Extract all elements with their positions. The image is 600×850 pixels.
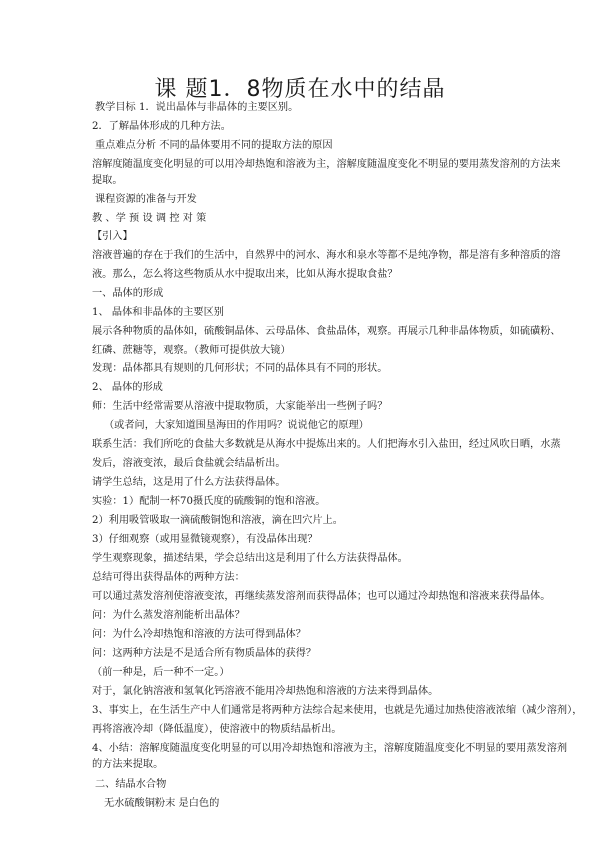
text-line: 总结可得出获得晶体的两种方法： bbox=[92, 572, 245, 583]
text-line: 师：生活中经常需要从溶液中提取物质，大家能举出一些例子吗？ bbox=[92, 401, 388, 412]
text-line: 请学生总结，这是用了什么方法获得晶体。 bbox=[92, 477, 286, 488]
text-line: 课程资源的准备与开发 bbox=[95, 194, 197, 205]
text-line: 展示各种物质的晶体如，硫酸铜晶体、云母晶体、食盐晶体，观察。再展示几种非晶体物质，如硫磺粉、 bbox=[92, 326, 561, 337]
text-line: （或者问，大家知道围垦海田的作用吗？说说他它的原理） bbox=[104, 420, 369, 431]
text-line: 对于，氯化钠溶液和氢氧化钙溶液不能用冷却热饱和溶液的方法来得到晶体。 bbox=[92, 686, 439, 697]
text-line: 可以通过蒸发溶剂使溶液变浓，再继续蒸发溶剂而获得晶体；也可以通过冷却热饱和溶液来获得晶体。 bbox=[92, 591, 551, 602]
text-line: 3、事实上，在生活生产中人们通常是将两种方法综合起来使用，也就是先通过加热使溶液浓缩（减少溶剂）， bbox=[92, 705, 583, 716]
text-line: 的方法来提取。 bbox=[92, 759, 164, 770]
text-line: 发后，溶液变浓，最后食盐就会结晶析出。 bbox=[92, 458, 286, 469]
text-line: （前一种是，后一种不一定。） bbox=[92, 667, 230, 678]
text-line: 重点难点分析 不同的晶体要用不同的提取方法的原因 bbox=[95, 140, 333, 151]
text-line: 教 、学 预 设 调 控 对 策 bbox=[92, 213, 207, 224]
text-line: 二、结晶水合物 bbox=[95, 779, 167, 790]
text-line: 1、 晶体和非晶体的主要区别 bbox=[92, 307, 224, 318]
text-line: 3）仔细观察（或用显微镜观察），有没晶体出现？ bbox=[92, 534, 318, 545]
page-title: 课 题1．8物质在水中的结晶 bbox=[154, 77, 446, 102]
text-line: 问：这两种方法是不是适合所有物质晶体的获得？ bbox=[92, 648, 317, 659]
text-line: 发现：晶体都具有规则的几何形状；不同的晶体具有不同的形状。 bbox=[92, 363, 388, 374]
text-line: 2、 晶体的形成 bbox=[92, 382, 163, 393]
text-line: 液。那么，怎么将这些物质从水中提取出来，比如从海水提取食盐？ bbox=[92, 269, 398, 280]
text-line: 再将溶液冷却（降低温度），使溶液中的物质结晶析出。 bbox=[92, 724, 342, 735]
text-line: 学生观察现象，描述结果，学会总结出这是利用了什么方法获得晶体。 bbox=[92, 553, 408, 564]
text-line: 溶液普遍的存在于我们的生活中，自然界中的河水、海水和泉水等都不是纯净物，都是溶有多种溶质的溶 bbox=[92, 250, 561, 261]
text-line: 2）利用吸管吸取一滴硫酸铜饱和溶液，滴在凹穴片上。 bbox=[92, 515, 343, 526]
text-line: 4、小结：溶解度随温度变化明显的可以用冷却热饱和溶液为主，溶解度随温度变化不明显的要用蒸发溶剂 bbox=[92, 743, 568, 754]
text-line: 联系生活：我们所吃的食盐大多数就是从海水中提炼出来的。人们把海水引入盐田，经过风吹日晒，水蒸 bbox=[92, 439, 561, 450]
text-line: 无水硫酸铜粉末 是白色的 bbox=[104, 798, 220, 809]
text-line: 【引入】 bbox=[92, 231, 133, 242]
text-line: 一、晶体的形成 bbox=[92, 288, 164, 299]
text-line: 红磷、蔗糖等，观察。（教师可提供放大镜） bbox=[92, 345, 291, 356]
text-line: 教学目标 1．说出晶体与非晶体的主要区别。 bbox=[95, 102, 299, 113]
text-line: 实验：1）配制一杯70摄氏度的硫酸铜的饱和溶液。 bbox=[92, 496, 326, 507]
text-line: 溶解度随温度变化明显的可以用冷却热饱和溶液为主，溶解度随温度变化不明显的要用蒸发溶剂的方法来 bbox=[92, 159, 561, 170]
text-line: 2．了解晶体形成的几种方法。 bbox=[92, 121, 231, 132]
text-line: 问：为什么蒸发溶剂能析出晶体？ bbox=[92, 610, 245, 621]
text-line: 提取。 bbox=[92, 175, 123, 186]
text-line: 问：为什么冷却热饱和溶液的方法可得到晶体？ bbox=[92, 629, 306, 640]
